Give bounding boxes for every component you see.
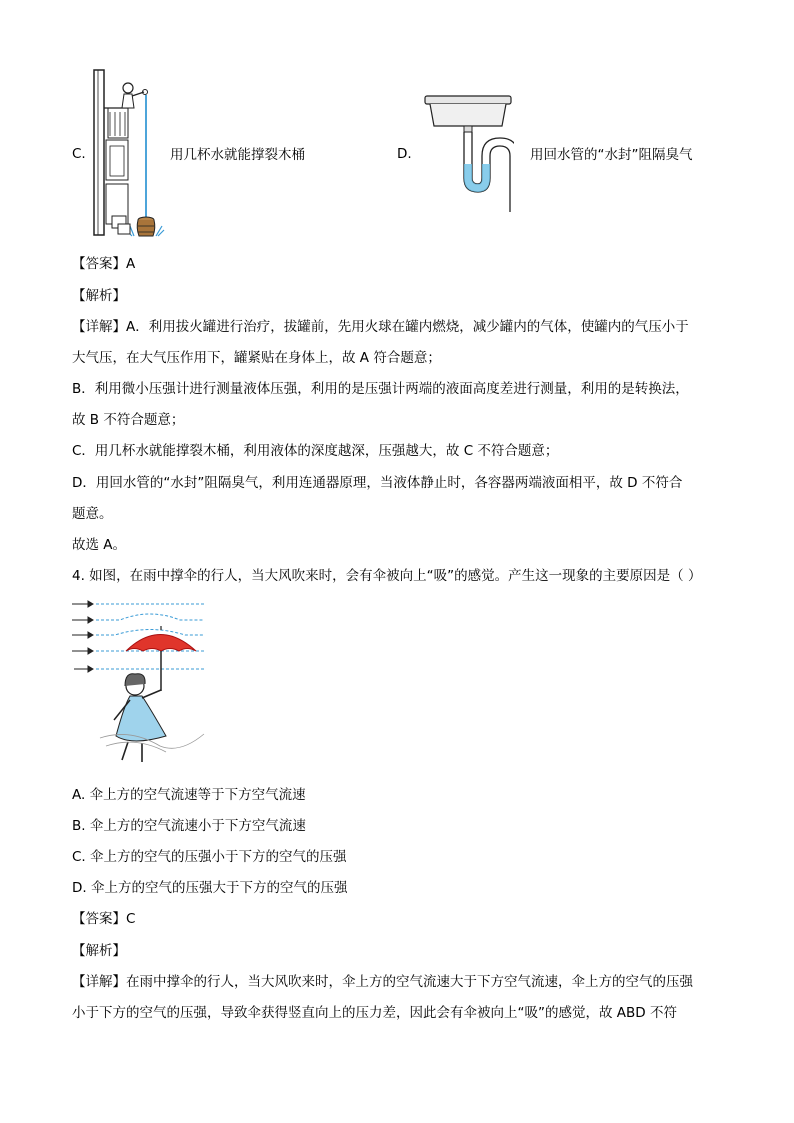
q4-answer: 【答案】C: [72, 911, 136, 927]
barrel-experiment-figure: [88, 68, 168, 240]
sink-water-seal-figure: [424, 92, 514, 216]
q3-analysis-heading: 【解析】: [72, 288, 126, 304]
umbrella-wind-figure: [70, 596, 210, 772]
q4-analysis-heading: 【解析】: [72, 943, 126, 959]
q4-stem: 4. 如图，在雨中撑伞的行人，当大风吹来时，会有伞被向上“吸”的感觉。产生这一现象的主要原因是（ ）: [72, 568, 702, 584]
q3-detail-line: 大气压，在大气压作用下，罐紧贴在身体上，故 A 符合题意；: [72, 350, 441, 366]
q4-option-b: B. 伞上方的空气流速小于下方空气流速: [72, 818, 306, 834]
option-c-letter: C.: [72, 146, 86, 162]
q3-detail-line: 【详解】A．利用拔火罐进行治疗，拔罐前，先用火球在罐内燃烧，减少罐内的气体，使罐内的气压小于: [72, 319, 689, 335]
q4-option-a: A. 伞上方的空气流速等于下方空气流速: [72, 787, 306, 803]
q4-option-d: D. 伞上方的空气的压强大于下方的空气的压强: [72, 880, 348, 896]
q3-detail-line: D．用回水管的“水封”阻隔臭气，利用连通器原理，当液体静止时，各容器两端液面相平，故 D 不符合: [72, 475, 683, 491]
q4-option-c: C. 伞上方的空气的压强小于下方的空气的压强: [72, 849, 347, 865]
option-c-text: 用几杯水就能撑裂木桶: [170, 147, 305, 163]
q3-detail-line: B．利用微小压强计进行测量液体压强，利用的是压强计两端的液面高度差进行测量，利用的是转换法，: [72, 381, 689, 397]
q3-detail-line: C．用几杯水就能撑裂木桶，利用液体的深度越深，压强越大，故 C 不符合题意；: [72, 443, 559, 459]
option-d-text: 用回水管的“水封”阻隔臭气: [530, 147, 693, 163]
option-d-letter: D.: [397, 146, 412, 162]
q3-answer: 【答案】A: [72, 256, 136, 272]
q3-detail-line: 故 B 不符合题意；: [72, 412, 185, 428]
q4-detail-line: 【详解】在雨中撑伞的行人，当大风吹来时，伞上方的空气流速大于下方空气流速，伞上方的空气的压强: [72, 974, 693, 990]
q3-detail-line: 题意。: [72, 506, 113, 522]
q3-detail-line: 故选 A。: [72, 537, 127, 553]
q4-detail-line: 小于下方的空气的压强，导致伞获得竖直向上的压力差，因此会有伞被向上“吸”的感觉，故 ABD 不符: [72, 1005, 677, 1021]
